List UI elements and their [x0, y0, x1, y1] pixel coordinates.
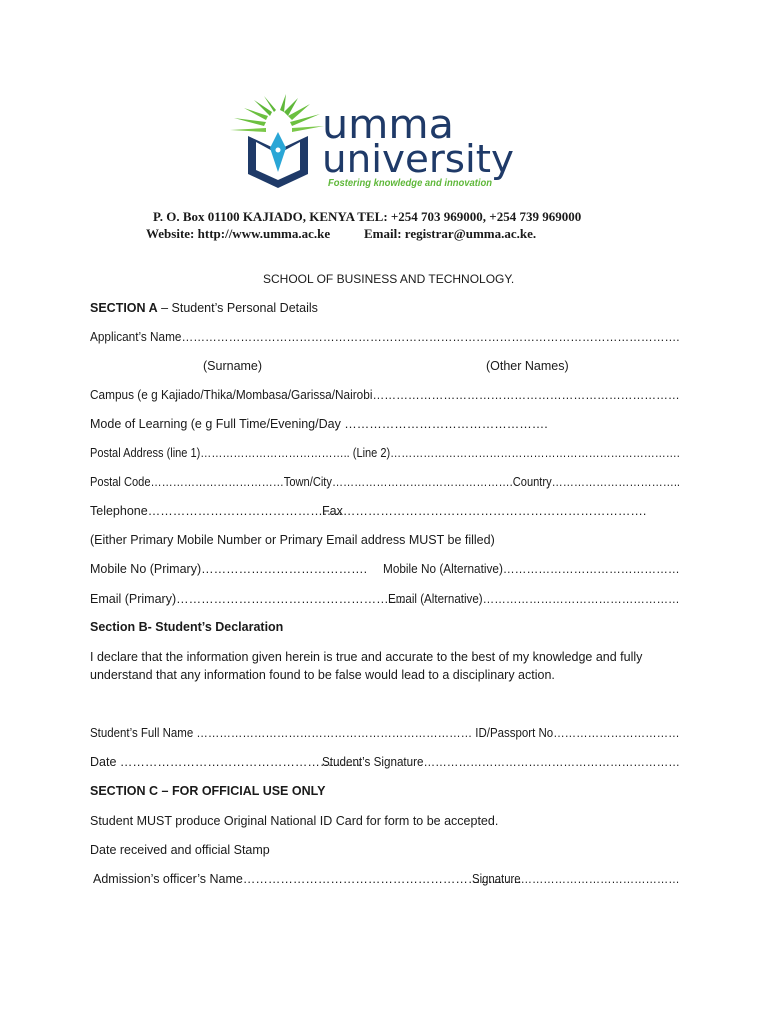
mobile-primary-field[interactable]: Mobile No (Primary)………………………………….: [90, 562, 368, 576]
mobile-alternative-field[interactable]: Mobile No (Alternative)………………………………………: [383, 562, 680, 576]
id-card-note: Student MUST produce Original National ID Card for form to be accepted.: [90, 814, 499, 828]
section-a-title: SECTION A: [90, 301, 158, 315]
contact-requirement-note: (Either Primary Mobile Number or Primary Email address MUST be filled): [90, 533, 495, 547]
campus-field[interactable]: Campus (e g Kajiado/Thika/Mombasa/Garissa/Nairobi……………………………………………………………………: [90, 388, 680, 402]
admission-officer-name-field[interactable]: Admission’s officer’s Name………………………………………………………….: [93, 872, 522, 886]
student-signature-field[interactable]: Student’s Signature…………………………………………………………: [322, 755, 680, 769]
applicant-name-field[interactable]: Applicant’s Name……………………………………………………………………………………………………………….: [90, 330, 680, 344]
section-c-heading: SECTION C – FOR OFFICIAL USE ONLY: [90, 784, 326, 798]
declaration-text-line-1: I declare that the information given herein is true and accurate to the best of my knowledge and fully: [90, 650, 643, 664]
logo-tagline: Fostering knowledge and innovation: [328, 178, 492, 189]
address-line: P. O. Box 01100 KAJIADO, KENYA TEL: +254 703 969000, +254 739 969000: [153, 209, 582, 224]
postal-address-field[interactable]: Postal Address (line 1)………………………………….. (Line 2)…………………………………………………………………….: [90, 446, 680, 460]
other-names-label: (Other Names): [486, 359, 569, 373]
university-logo: [224, 92, 524, 196]
leaf-emblem-icon: [230, 94, 324, 188]
email-text: Email: registrar@umma.ac.ke.: [364, 226, 537, 241]
logo-word-university: university: [322, 137, 514, 181]
email-alternative-field[interactable]: Email (Alternative)……………………………………………: [388, 592, 680, 606]
surname-label: (Surname): [203, 359, 263, 373]
telephone-field[interactable]: Telephone………………………………………..: [90, 504, 343, 518]
fax-field[interactable]: Fax……………………………………………………………….: [322, 504, 647, 518]
date-received-label: Date received and official Stamp: [90, 843, 270, 857]
email-primary-field[interactable]: Email (Primary)……………………………………………….: [90, 592, 405, 606]
admission-officer-signature-field[interactable]: Signature……………………………………: [472, 872, 680, 886]
postal-code-field[interactable]: Postal Code………………………………Town/City………………………………………….Country……………………………..: [90, 475, 681, 489]
date-field[interactable]: Date ………………………………………………….: [90, 755, 361, 769]
section-b-heading: Section B- Student’s Declaration: [90, 620, 284, 634]
section-a-heading: [90, 300, 318, 316]
website-text: Website: http://www.umma.ac.ke: [146, 226, 331, 241]
logo-word-umma: umma: [322, 102, 454, 148]
school-heading: SCHOOL OF BUSINESS AND TECHNOLOGY.: [263, 272, 515, 286]
declaration-text-line-2: understand that any information found to be false would lead to a disciplinary action.: [90, 668, 555, 682]
section-a-subtitle: – Student’s Personal Details: [157, 301, 318, 315]
student-full-name-field[interactable]: Student’s Full Name ……………………………………………………………… ID/Passport No……………………………: [90, 726, 680, 740]
mode-of-learning-field[interactable]: Mode of Learning (e g Full Time/Evening/Day ………………………………………….: [90, 417, 548, 431]
